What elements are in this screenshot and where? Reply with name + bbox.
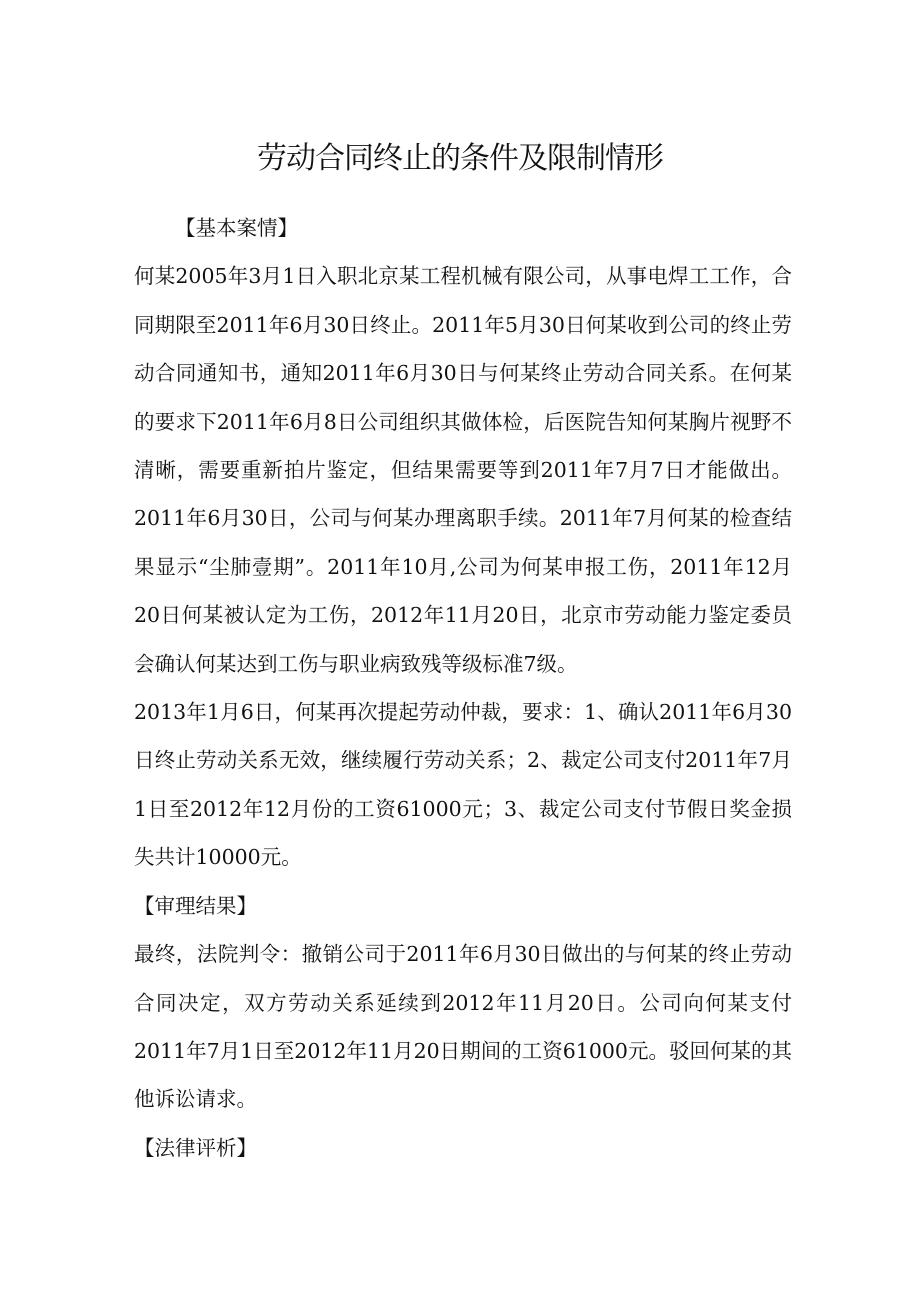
section-heading-trial-result: 【审理结果】 xyxy=(134,893,257,918)
paragraph-case-facts: 何某2005年3月1日入职北京某工程机械有限公司，从事电焊工工作，合同期限至2011年6月30日终止。2011年5月30日何某收到公司的终止劳动合同通知书，通知2011年6月30日与何某终止劳动合同关系。在何某的要求下2011年6月8日公司组织其做体检，后医院告知何某胸片视野不清晰，需要重新拍片鉴定，但结果需要等到2011年7月7日才能做出。2011年6月30日，公司与何某办理离职手续。2011年7月何某的检查结果显示“尘肺壹期”。2011年10月,公司为何某申报工伤，2011年12月20日何某被认定为工伤，2012年11月20日，北京市劳动能力鉴定委员会确认何某达到工伤与职业病致残等级标准7级。 xyxy=(134,264,792,676)
document-title: 劳动合同终止的条件及限制情形 xyxy=(257,141,663,176)
paragraph-arbitration-claims: 2013年1月6日，何某再次提起劳动仲裁，要求：1、确认2011年6月30日终止劳动关系无效，继续履行劳动关系；2、裁定公司支付2011年7月1日至2012年12月份的工资61000元；3、裁定公司支付节假日奖金损失共计10000元。 xyxy=(134,700,792,870)
section-heading-basic-case: 【基本案情】 xyxy=(175,216,298,240)
document-body xyxy=(134,204,792,1172)
paragraph-judgment: 最终，法院判令：撤销公司于2011年6月30日做出的与何某的终止劳动合同决定，双方劳动关系延续到2012年11月20日。公司向何某支付2011年7月1日至2012年11月20日期间的工资61000元。驳回何某的其他诉讼请求。 xyxy=(134,942,792,1112)
section-heading-legal-analysis: 【法律评析】 xyxy=(134,1135,257,1160)
